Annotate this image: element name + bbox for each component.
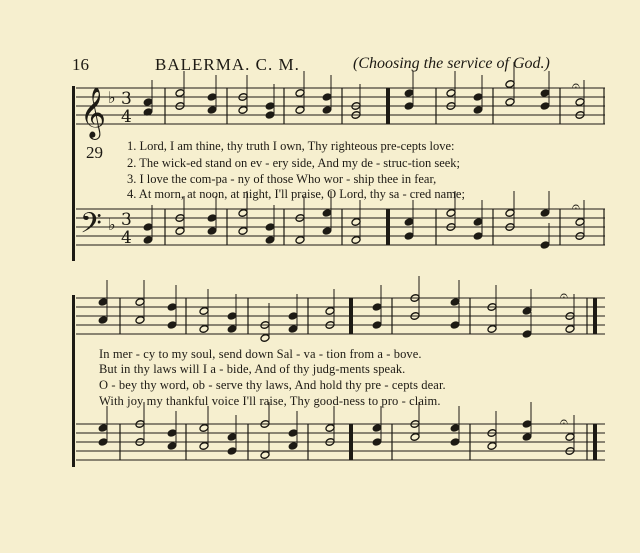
- verse-line-3: 3. I love the com-pa - ny of those Who wor - ship thee in fear,: [127, 172, 437, 186]
- bass-staff-2: [76, 424, 605, 460]
- fermata: 𝄐: [572, 199, 580, 215]
- verse-line-2: 2. The wick-ed stand on ev - ery side, And my de - struc-tion seek;: [127, 156, 461, 170]
- time-signature-bottom: 4: [121, 107, 132, 127]
- hymn-number: 29: [86, 143, 103, 162]
- treble-staff-1: [76, 88, 605, 124]
- key-signature-flat: ♭: [108, 215, 116, 234]
- time-signature-top: 3: [121, 210, 132, 230]
- system-brackets: [72, 86, 75, 467]
- fermata: 𝄐: [560, 288, 568, 304]
- treble-clef: 𝄞: [80, 87, 107, 138]
- fermata: 𝄐: [560, 414, 568, 430]
- verse-line-4: 4. At morn, at noon, at night, I'll praise, O Lord, thy sa - cred name;: [127, 187, 465, 201]
- key-signature-flat: ♭: [108, 88, 116, 107]
- verse-line-1: 1. Lord, I am thine, thy truth I own, Thy righteous pre-cepts love:: [127, 139, 455, 153]
- hymn-subtitle: (Choosing the service of God.): [353, 55, 550, 72]
- bass-clef: 𝄢: [80, 207, 102, 247]
- time-signature-bottom: 4: [121, 228, 132, 248]
- fermata: 𝄐: [572, 78, 580, 94]
- lyric-line-2: But in thy laws will I a - bide, And of thy judg-ments speak.: [99, 362, 406, 376]
- treble-staff-2: [76, 298, 605, 334]
- tune-title: BALERMA. C. M.: [155, 55, 300, 74]
- lyric-line-3: O - bey thy word, ob - serve thy laws, And hold thy pre - cepts dear.: [99, 378, 446, 392]
- time-signature-top: 3: [121, 89, 132, 109]
- page-number: 16: [72, 55, 89, 74]
- lyric-line-1: In mer - cy to my soul, send down Sal - va - tion from a - bove.: [99, 347, 422, 361]
- bass-staff-1: [76, 209, 605, 245]
- lyric-line-4: With joy my thankful voice I'll raise, Thy good-ness to pro - claim.: [99, 394, 441, 408]
